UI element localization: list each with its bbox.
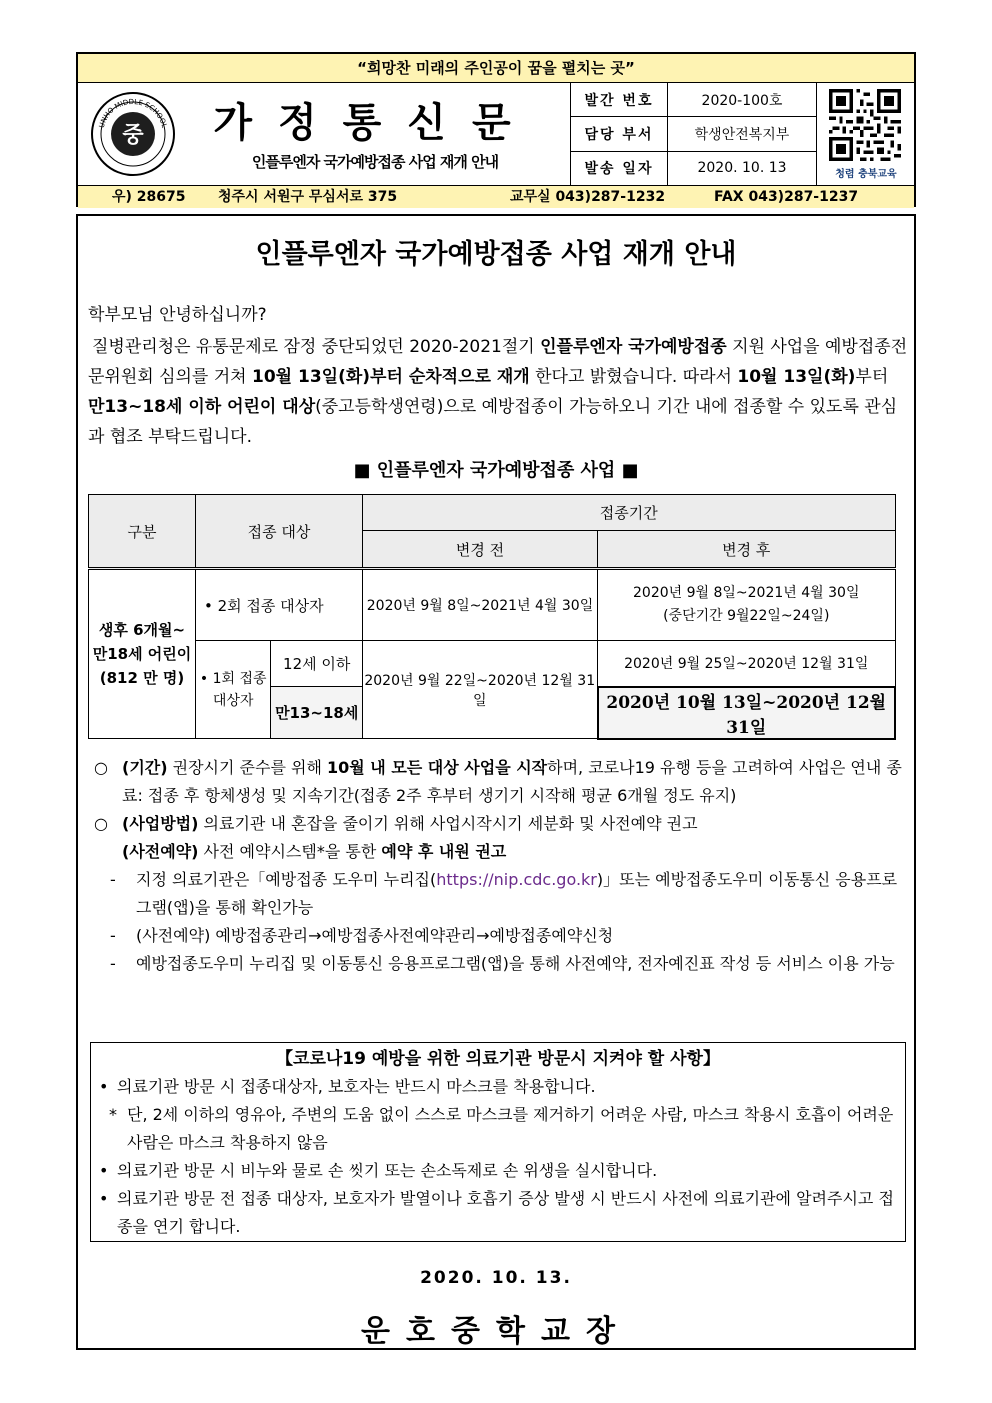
qr-area <box>816 83 915 185</box>
issue-info-table <box>570 83 816 185</box>
qr-caption: 청렴 충북교육 <box>835 169 897 180</box>
school-logo-icon <box>90 91 176 177</box>
street-address: 청주시 서원구 무심서로 375 <box>218 189 398 205</box>
method-bullet: ○ (사업방법) 의료기관 내 혼잡을 줄이기 위해 사업시작시기 세분화 및 사전예약 권고 <box>94 814 698 833</box>
covid-title: 【코로나19 예방을 위한 의료기관 방문시 지켜야 할 사항】 <box>276 1049 720 1069</box>
send-date-value: 2020. 10. 13 <box>668 151 817 185</box>
covid-item-fever: • 의료기관 방문 전 접종 대상자, 보호자가 발열이나 호흡기 증상 발생 시 반드시 사전에 의료기관에 알려주시고 접종을 연기 합니다. <box>99 1189 894 1236</box>
postal-code: 우) 28675 <box>112 189 186 205</box>
header-before: 변경 전 <box>363 531 598 569</box>
logo-text: UNHO MIDDLE SCHOOL <box>97 97 169 129</box>
newsletter-title: 가정통신문 <box>213 99 537 146</box>
header-target: 접종 대상 <box>196 495 363 569</box>
vaccination-schedule-table <box>88 494 896 740</box>
letter-title: 인플루엔자 국가예방접종 사업 재개 안내 <box>255 239 737 270</box>
nip-link[interactable]: https://nip.cdc.go.kr <box>436 870 597 889</box>
notice-bullets <box>90 754 910 978</box>
row1-after: 2020년 9월 8일~2021년 4월 30일 (중단기간 9월22일~24일) <box>598 569 896 641</box>
fax-number: FAX 043)287-1237 <box>714 189 859 205</box>
designated-clinic-item: - 지정 의료기관은「예방접종 도우미 누리집(https://nip.cdc.go.kr)」또는 예방접종도우미 이동통신 응용프로그램(앱)을 통해 확인가능 <box>110 870 898 917</box>
category-cell: 생후 6개월~ 만18세 어린이 (812 만 명) <box>89 569 196 739</box>
row2-sub-13to18: 만13~18세 <box>271 687 363 739</box>
issue-number-label: 발간 번호 <box>571 83 668 117</box>
service-item: - 예방접종도우미 누리집 및 이동통신 응용프로그램(앱)을 통해 사전예약, 전자예진표 작성 등 서비스 이용 가능 <box>110 954 895 973</box>
row2-target: • 1회 접종 대상자 <box>196 641 271 739</box>
header-main <box>78 83 914 186</box>
office-phone: 교무실 043)287-1232 <box>510 189 666 205</box>
row2-after-under12: 2020년 9월 25일~2020년 12월 31일 <box>598 641 896 687</box>
newsletter-header <box>76 52 916 207</box>
header-period: 접종기간 <box>363 495 896 531</box>
letter-body <box>76 214 916 1350</box>
covid-item-exception: * 단, 2세 이하의 영유아, 주변의 도움 없이 스스로 마스크를 제거하기 어려운 사람, 마스크 착용시 호흡이 어려운 사람은 마스크 착용하지 않음 <box>109 1105 894 1152</box>
header-after: 변경 후 <box>598 531 896 569</box>
period-bullet: ○ (기간) 권장시기 준수를 위해 10월 내 모든 대상 사업을 시작하며, 코로나19 유행 등을 고려하여 사업은 연내 종료: 접종 후 항체생성 및 지속기간(접종 2주 후부터 생기기 시작해 평균 6개월 정도 유지) <box>94 758 902 805</box>
header-category: 구분 <box>89 495 196 569</box>
section-title: ■ 인플루엔자 국가예방접종 사업 ■ <box>353 460 639 481</box>
row2-after-13to18: 2020년 10월 13일~2020년 12월 31일 <box>598 687 896 739</box>
principal-signature: 운호중학교장 <box>361 1314 631 1349</box>
slogan-banner: “희망찬 미래의 주인공이 꿈을 펼치는 곳” <box>78 54 914 83</box>
intro-paragraph: 질병관리청은 유통문제로 잠정 중단되었던 2020-2021절기 인플루엔자 국가예방접종 지원 사업을 예방접종전문위원회 심의를 거쳐 10월 13일(화)부터 순차적으로 재개 한다고 밝혔습니다. 따라서 10월 13일(화)부터 만13~18세 이하 어린이 대상(중고등학생연령)으로 예방접종이 가능하오니 기간 내에 접종할 수 있도록 관심과 협조 부탁드립니다. <box>88 337 908 447</box>
covid-precautions-box <box>90 1042 906 1242</box>
reservation-line: (사전예약) 사전 예약시스템*을 통한 예약 후 내원 권고 <box>122 842 507 861</box>
logo-char: 중 <box>122 123 144 148</box>
row2-sub-under12: 12세 이하 <box>271 641 363 687</box>
row1-target: • 2회 접종 대상자 <box>196 569 363 641</box>
greeting: 학부모님 안녕하십니까? <box>88 305 267 325</box>
send-date-label: 발송 일자 <box>571 151 668 185</box>
qr-code-icon[interactable] <box>829 89 901 161</box>
letter-date: 2020. 10. 13. <box>420 1268 572 1288</box>
department-value: 학생안전복지부 <box>668 117 817 151</box>
newsletter-subtitle: 인플루엔자 국가예방접종 사업 재개 안내 <box>251 153 499 171</box>
reservation-path-item: - (사전예약) 예방접종관리→예방접종사전예약관리→예방접종예약신청 <box>110 926 614 945</box>
row1-before: 2020년 9월 8일~2021년 4월 30일 <box>363 569 598 641</box>
address-bar <box>78 186 914 208</box>
row2-before: 2020년 9월 22일~2020년 12월 31일 <box>363 641 598 739</box>
covid-item-mask: • 의료기관 방문 시 접종대상자, 보호자는 반드시 마스크를 착용합니다. <box>99 1077 596 1096</box>
covid-item-handwash: • 의료기관 방문 시 비누와 물로 손 씻기 또는 손소독제로 손 위생을 실시합니다. <box>99 1161 658 1180</box>
issue-number-value: 2020-100호 <box>668 83 817 117</box>
department-label: 담당 부서 <box>571 117 668 151</box>
